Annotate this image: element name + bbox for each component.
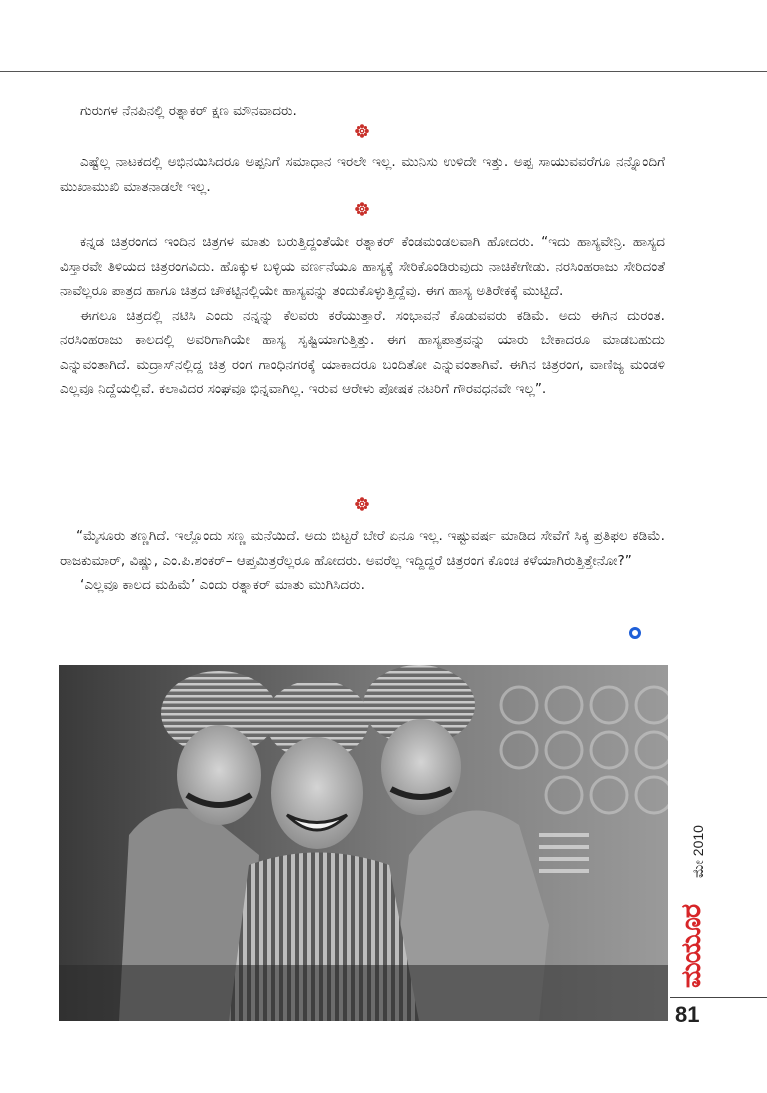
- page-number: 81: [675, 1002, 700, 1027]
- article-text-2: [60, 150, 665, 199]
- paragraph-4: ಈಗಲೂ ಚಿತ್ರದಲ್ಲಿ ನಟಿಸಿ ಎಂದು ನನ್ನನ್ನು ಕೆಲವರು ಕರೆಯುತ್ತಾರೆ. ಸಂಭಾವನೆ ಕೊಡುವವರು ಕಡಿಮೆ. ಅದು ಈಗಿನ ದುರಂತ. ನರಸಿಂಹರಾಜು ಕಾಲದಲ್ಲಿ ಅವರಿಗಾಗಿಯೇ ಹಾಸ್ಯ ಸೃಷ್ಟಿಯಾಗುತ್ತಿತ್ತು. ಈಗ ಹಾಸ್ಯಪಾತ್ರವನ್ನು ಯಾರು ಬೇಕಾದರೂ ಮಾಡಬಹುದು ಎನ್ನುವಂತಾಗಿದೆ. ಮದ್ರಾಸ್‌ನಲ್ಲಿದ್ದ ಚಿತ್ರ ರಂಗ ಗಾಂಧಿನಗರಕ್ಕೆ ಯಾಕಾದರೂ ಬಂದಿತೋ ಎನ್ನುವಂತಾಗಿವೆ. ಈಗಿನ ಚಿತ್ರರಂಗ, ವಾಣಿಜ್ಯ ಮಂಡಳಿ ಎಲ್ಲವೂ ನಿದ್ದೆಯಲ್ಲಿವೆ. ಕಲಾವಿದರ ಸಂಘವೂ ಭಿನ್ನವಾಗಿಲ್ಲ. ಇರುವ ಆರೇಳು ಪೋಷಕ ನಟರಿಗೆ ಗೌರವಧನವೇ ಇಲ್ಲ”.: [60, 307, 665, 397]
- article-text-1: [60, 99, 665, 124]
- paragraph-3: ಕನ್ನಡ ಚಿತ್ರರಂಗದ ಇಂದಿನ ಚಿತ್ರಗಳ ಮಾತು ಬರುತ್ತಿದ್ದಂತೆಯೇ ರತ್ನಾಕರ್ ಕೆಂಡಮಂಡಲವಾಗಿ ಹೋದರು. “ಇದು ಹಾಸ್ಯವೇನ್ರಿ. ಹಾಸ್ಯದ ವಿಸ್ತಾರವೇ ತಿಳಿಯದ ಚಿತ್ರರಂಗವಿದು. ಹೊಕ್ಕುಳ ಬಳ್ಳಿಯ ವರ್ಣನೆಯೂ ಹಾಸ್ಯಕ್ಕೆ ಸೇರಿಕೊಂಡಿರುವುದು ನಾಚಿಕೇಗೇಡು. ನರಸಿಂಹರಾಜು ಸೇರಿದಂತೆ ನಾವೆಲ್ಲರೂ ಪಾತ್ರದ ಹಾಗೂ ಚಿತ್ರದ ಚೌಕಟ್ಟಿನಲ್ಲಿಯೇ ಹಾಸ್ಯವನ್ನು ತಂದುಕೊಳ್ಳುತ್ತಿದ್ದೆವು. ಈಗ ಹಾಸ್ಯ ಅತಿರೇಕಕ್ಕೆ ಮುಟ್ಟಿದೆ.: [60, 234, 665, 299]
- paragraph-1: ಗುರುಗಳ ನೆನಪಿನಲ್ಲಿ ರತ್ನಾಕರ್ ಕ್ಷಣ ಮೌನವಾದರು.: [80, 103, 297, 119]
- flower-ornament-icon: [355, 124, 369, 138]
- flower-ornament-icon: [355, 497, 369, 511]
- article-text-3: [60, 230, 665, 402]
- paragraph-6: ‘ಎಲ್ಲವೂ ಕಾಲದ ಮಹಿಮೆ’ ಎಂದು ರತ್ನಾಕರ್ ಮಾತು ಮುಗಿಸಿದರು.: [80, 577, 365, 593]
- circle-end-icon: [629, 627, 641, 639]
- article-text-4: [60, 524, 665, 598]
- paragraph-2: ಎಷ್ಟೆಲ್ಲ ನಾಟಕದಲ್ಲಿ ಅಭಿನಯಿಸಿದರೂ ಅಪ್ಪನಿಗೆ ಸಮಾಧಾನ ಇರಲೇ ಇಲ್ಲ. ಮುನಿಸು ಉಳಿದೇ ಇತ್ತು. ಅಪ್ಪ ಸಾಯುವವರೆಗೂ ನನ್ನೊಂದಿಗೆ ಮುಖಾಮುಖಿ ಮಾತನಾಡಲೇ ಇಲ್ಲ.: [60, 154, 665, 195]
- footer-rule: [670, 997, 767, 998]
- film-still-photo: [59, 665, 668, 1021]
- top-rule: [0, 71, 767, 72]
- flower-ornament-icon: [355, 202, 369, 216]
- paragraph-5: “ಮೈಸೂರು ತಣ್ಣಗಿದೆ. ಇಲ್ಲೊಂದು ಸಣ್ಣ ಮನೆಯಿದೆ. ಅದು ಬಿಟ್ಟರೆ ಬೇರೆ ಏನೂ ಇಲ್ಲ. ಇಷ್ಟುವರ್ಷ ಮಾಡಿದ ಸೇವೆಗೆ ಸಿಕ್ಕ ಪ್ರತಿಫಲ ಕಡಿಮೆ. ರಾಜಕುಮಾರ್, ವಿಷ್ಣು, ಎಂ.ಪಿ.ಶಂಕರ್– ಆಪ್ತಮಿತ್ರರೆಲ್ಲರೂ ಹೋದರು. ಅವರೆಲ್ಲ ಇದ್ದಿದ್ದರೆ ಚಿತ್ರರಂಗ ಕೊಂಚ ಕಳೆಯಾಗಿರುತ್ತಿತ್ತೇನೋ?”: [60, 528, 665, 569]
